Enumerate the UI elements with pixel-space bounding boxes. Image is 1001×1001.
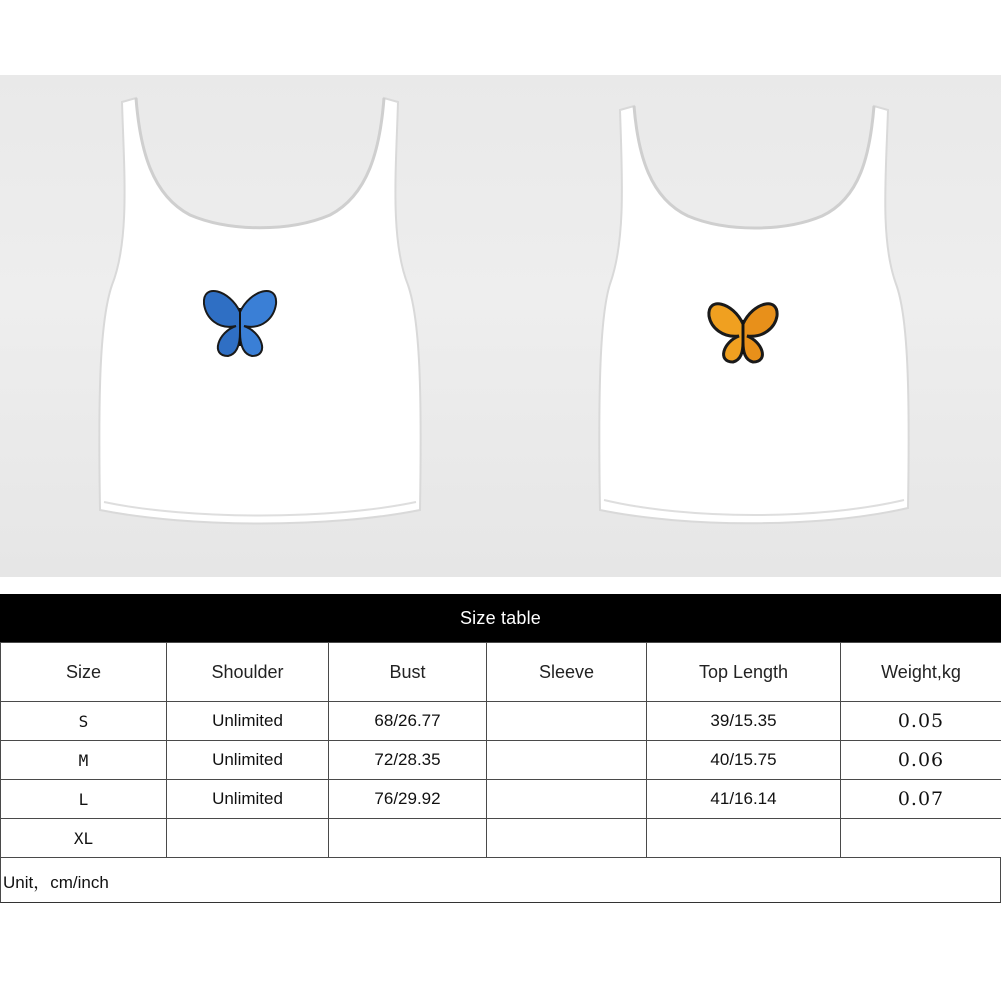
- column-header-shoulder: Shoulder: [167, 643, 329, 702]
- bust-cell: 72/28.35: [329, 741, 487, 780]
- size-table-section: [0, 594, 1001, 903]
- bust-cell: 76/29.92: [329, 780, 487, 819]
- shoulder-cell: Unlimited: [167, 741, 329, 780]
- sleeve-cell: [487, 819, 647, 858]
- tank-top-orange-butterfly: [570, 100, 940, 540]
- size-cell: S: [1, 702, 167, 741]
- column-header-sleeve: Sleeve: [487, 643, 647, 702]
- table-row: [1, 780, 1001, 819]
- weight-cell: 0.06: [841, 741, 1001, 780]
- weight-cell: [841, 819, 1001, 858]
- top-length-cell: 39/15.35: [647, 702, 841, 741]
- size-cell: L: [1, 780, 167, 819]
- size-cell: XL: [1, 819, 167, 858]
- sleeve-cell: [487, 702, 647, 741]
- size-table: [0, 642, 1001, 858]
- column-header-top-length: Top Length: [647, 643, 841, 702]
- column-header-weight: Weight,kg: [841, 643, 1001, 702]
- sleeve-cell: [487, 780, 647, 819]
- column-header-bust: Bust: [329, 643, 487, 702]
- table-header-row: [1, 643, 1001, 702]
- bust-cell: 68/26.77: [329, 702, 487, 741]
- table-row: [1, 741, 1001, 780]
- shoulder-cell: Unlimited: [167, 780, 329, 819]
- shoulder-cell: [167, 819, 329, 858]
- size-cell: M: [1, 741, 167, 780]
- shoulder-cell: Unlimited: [167, 702, 329, 741]
- top-length-cell: [647, 819, 841, 858]
- column-header-size: Size: [1, 643, 167, 702]
- sleeve-cell: [487, 741, 647, 780]
- table-row: [1, 702, 1001, 741]
- unit-note: Unit，cm/inch: [0, 858, 1001, 903]
- top-length-cell: 41/16.14: [647, 780, 841, 819]
- table-row: [1, 819, 1001, 858]
- top-length-cell: 40/15.75: [647, 741, 841, 780]
- tank-top-blue-butterfly: [70, 90, 450, 560]
- weight-cell: 0.05: [841, 702, 1001, 741]
- weight-cell: 0.07: [841, 780, 1001, 819]
- size-table-title: Size table: [0, 594, 1001, 642]
- bust-cell: [329, 819, 487, 858]
